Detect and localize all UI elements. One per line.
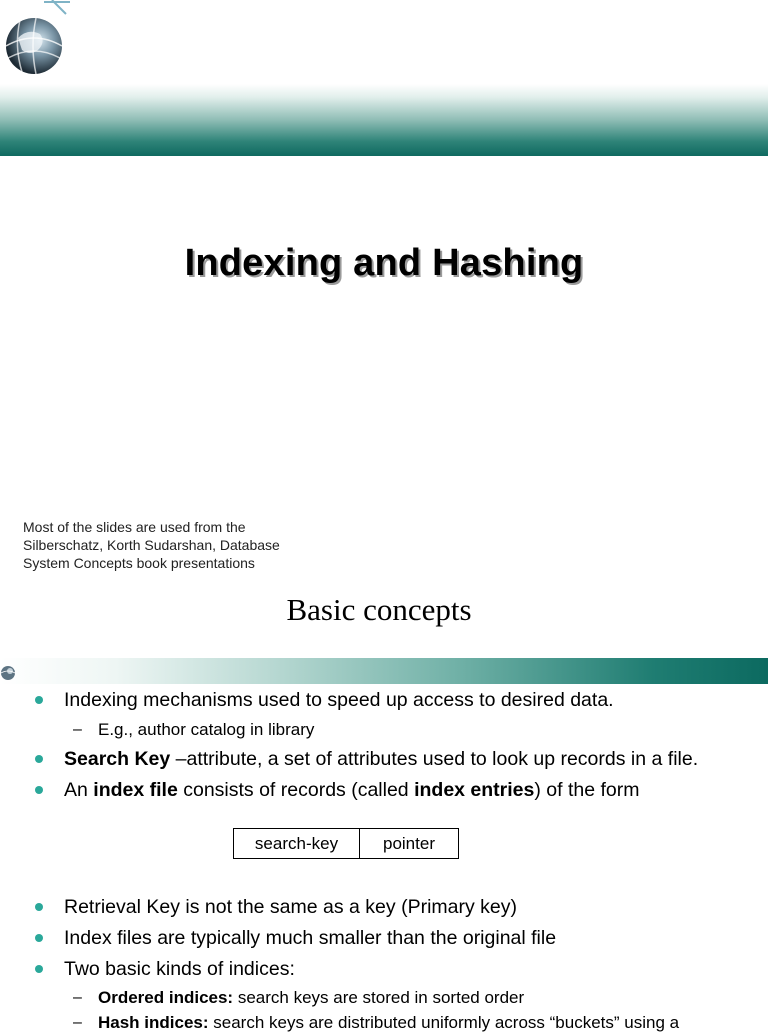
sub-bullet-text <box>98 1013 679 1033</box>
bullet-text: Retrieval Key is not the same as a key (Primary key) <box>64 896 517 918</box>
bullet-dot-icon <box>35 903 43 911</box>
search-key-cell: search-key <box>234 829 360 858</box>
text-fragment: ) of the form <box>534 779 640 801</box>
credit-line: Silberschatz, Korth Sudarshan, Database <box>23 537 280 553</box>
definition-text: –attribute, a set of attributes used to look up records in a file. <box>170 748 699 770</box>
globe-icon <box>0 0 70 80</box>
term-search-key: Search Key <box>64 748 171 770</box>
bullet-dot-icon <box>35 696 43 704</box>
bullet-text: Two basic kinds of indices: <box>64 958 295 980</box>
text-fragment: An <box>64 779 94 801</box>
text-fragment: consists of records (called <box>177 779 415 801</box>
bullet-text <box>64 747 698 771</box>
sub-bullet-text: E.g., author catalog in library <box>98 720 315 739</box>
bullet-text: Index files are typically much smaller than the original file <box>64 927 557 949</box>
section-title: Basic concepts <box>286 592 472 627</box>
bullet-dot-icon <box>35 786 43 794</box>
index-entry-diagram <box>233 828 459 859</box>
definition-text: search keys are stored in sorted order <box>233 988 525 1007</box>
dash-marker: – <box>73 989 82 1006</box>
bullet-text <box>64 778 640 802</box>
dash-marker: – <box>73 1014 82 1031</box>
bullet-dot-icon <box>35 965 43 973</box>
globe-icon <box>0 662 18 682</box>
slide-title: Indexing and Hashing <box>184 242 584 284</box>
dash-marker: – <box>73 721 82 738</box>
credit-note <box>23 518 323 572</box>
definition-text: search keys are distributed uniformly across “buckets” using a <box>208 1013 680 1032</box>
credit-line: Most of the slides are used from the <box>23 519 246 535</box>
term-hash-indices: Hash indices: <box>98 1013 209 1032</box>
term-ordered-indices: Ordered indices: <box>98 988 234 1007</box>
term-index-entries: index entries <box>414 779 535 801</box>
header-band <box>0 84 768 156</box>
section-band <box>0 658 768 684</box>
sub-bullet-text <box>98 988 524 1008</box>
term-index-file: index file <box>93 779 178 801</box>
bullet-dot-icon <box>35 755 43 763</box>
bullet-text: Indexing mechanisms used to speed up access to desired data. <box>64 689 614 711</box>
credit-line: System Concepts book presentations <box>23 555 255 571</box>
pointer-cell: pointer <box>383 834 435 853</box>
bullet-dot-icon <box>35 934 43 942</box>
